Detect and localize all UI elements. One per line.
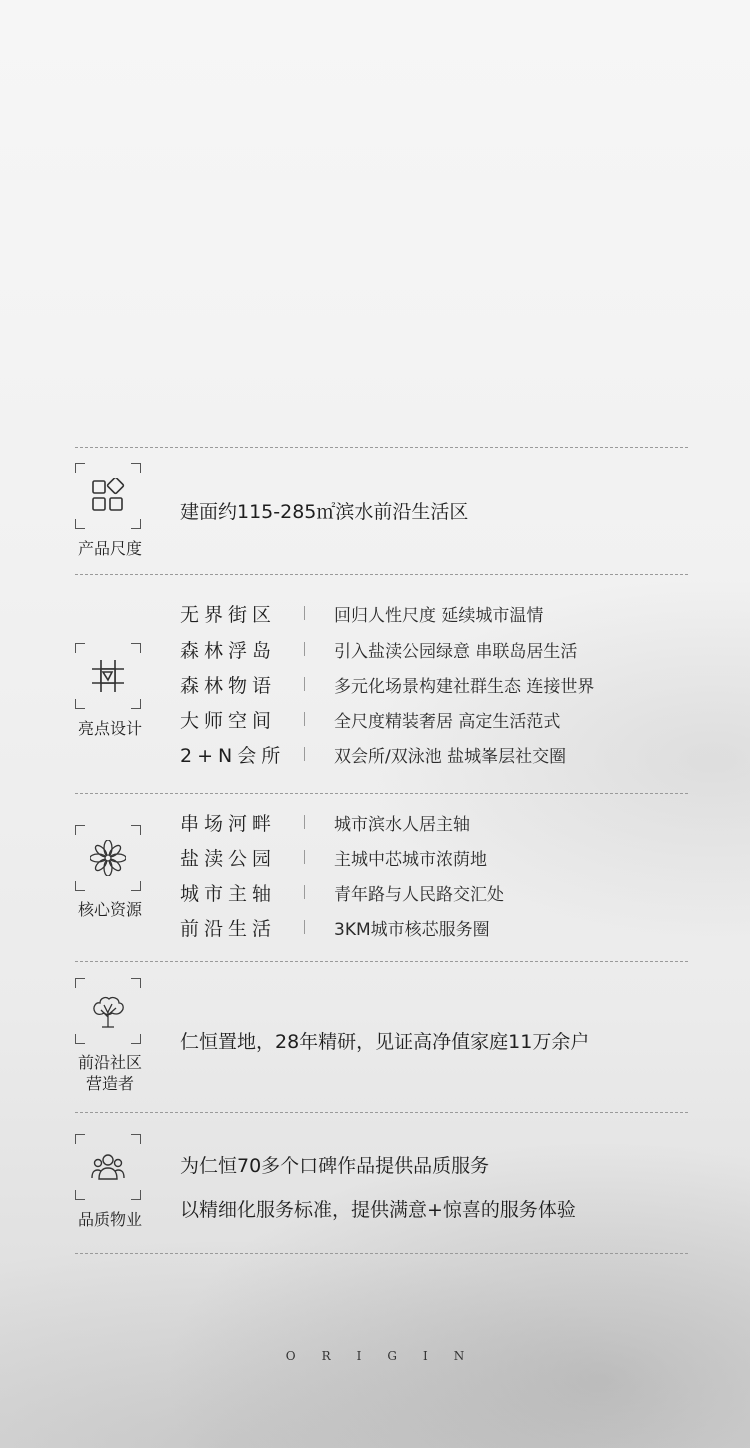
row-name: 森林物语 xyxy=(180,675,277,697)
separator xyxy=(304,885,305,899)
developer-icon-frame xyxy=(75,978,141,1044)
row-desc: 青年路与人民路交汇处 xyxy=(334,885,504,905)
row-desc: 3KM城市核芯服务圈 xyxy=(334,920,490,940)
divider xyxy=(75,1112,688,1113)
highlights-icon-frame xyxy=(75,643,141,709)
divider xyxy=(75,447,688,448)
row-name: 2+N会所 xyxy=(180,745,286,767)
row-name: 前沿生活 xyxy=(180,918,277,940)
separator xyxy=(304,677,305,691)
tree-icon xyxy=(90,993,126,1029)
separator xyxy=(304,606,305,620)
separator xyxy=(304,712,305,726)
separator xyxy=(304,815,305,829)
resources-icon-frame xyxy=(75,825,141,891)
highlight-row xyxy=(180,706,700,741)
street-grid-icon xyxy=(90,658,126,694)
row-name: 无界街区 xyxy=(180,604,277,626)
separator xyxy=(304,850,305,864)
resource-row xyxy=(180,879,700,914)
resource-row xyxy=(180,809,700,844)
row-name: 城市主轴 xyxy=(180,883,277,905)
row-name: 盐渎公园 xyxy=(180,848,277,870)
highlight-row xyxy=(180,636,700,671)
category-label: 亮点设计 xyxy=(77,719,142,738)
resource-row xyxy=(180,914,700,949)
divider xyxy=(75,961,688,962)
highlight-row xyxy=(180,671,700,706)
divider xyxy=(75,574,688,575)
category-label: 核心资源 xyxy=(77,900,142,919)
category-label: 产品尺度 xyxy=(77,539,142,558)
divider xyxy=(75,1253,688,1254)
row-name: 大师空间 xyxy=(180,710,277,732)
property-icon-frame xyxy=(75,1134,141,1200)
row-desc: 回归人性尺度 延续城市温情 xyxy=(334,606,544,626)
row-desc: 引入盐渎公园绿意 串联岛居生活 xyxy=(334,642,578,662)
separator xyxy=(304,920,305,934)
category-label-line1: 前沿社区 xyxy=(77,1053,142,1072)
property-line1: 为仁恒70多个口碑作品提供品质服务 xyxy=(180,1155,490,1177)
divider xyxy=(75,793,688,794)
row-desc: 主城中芯城市浓荫地 xyxy=(334,850,487,870)
separator xyxy=(304,747,305,761)
origin-wordmark: ORIGIN xyxy=(285,1349,491,1363)
developer-text: 仁恒置地，28年精研，见证高净值家庭11万余户 xyxy=(180,1031,590,1053)
grid-squares-icon xyxy=(90,478,126,514)
property-line2: 以精细化服务标准，提供满意+惊喜的服务体验 xyxy=(180,1199,576,1221)
row-name: 串场河畔 xyxy=(180,813,277,835)
row-name: 森林浮岛 xyxy=(180,640,277,662)
highlight-row xyxy=(180,600,700,635)
separator xyxy=(304,642,305,656)
row-desc: 多元化场景构建社群生态 连接世界 xyxy=(334,677,595,697)
row-desc: 双会所/双泳池 盐城峯层社交圈 xyxy=(334,747,567,767)
product-text: 建面约115-285㎡滨水前沿生活区 xyxy=(180,501,469,523)
row-desc: 全尺度精装奢居 高定生活范式 xyxy=(334,712,561,732)
product-icon-frame xyxy=(75,463,141,529)
category-label-line2: 营造者 xyxy=(85,1074,134,1093)
flower-icon xyxy=(90,840,126,876)
highlight-row xyxy=(180,741,700,776)
resource-row xyxy=(180,844,700,879)
row-desc: 城市滨水人居主轴 xyxy=(334,815,470,835)
people-group-icon xyxy=(90,1149,126,1185)
category-label: 品质物业 xyxy=(77,1210,142,1229)
